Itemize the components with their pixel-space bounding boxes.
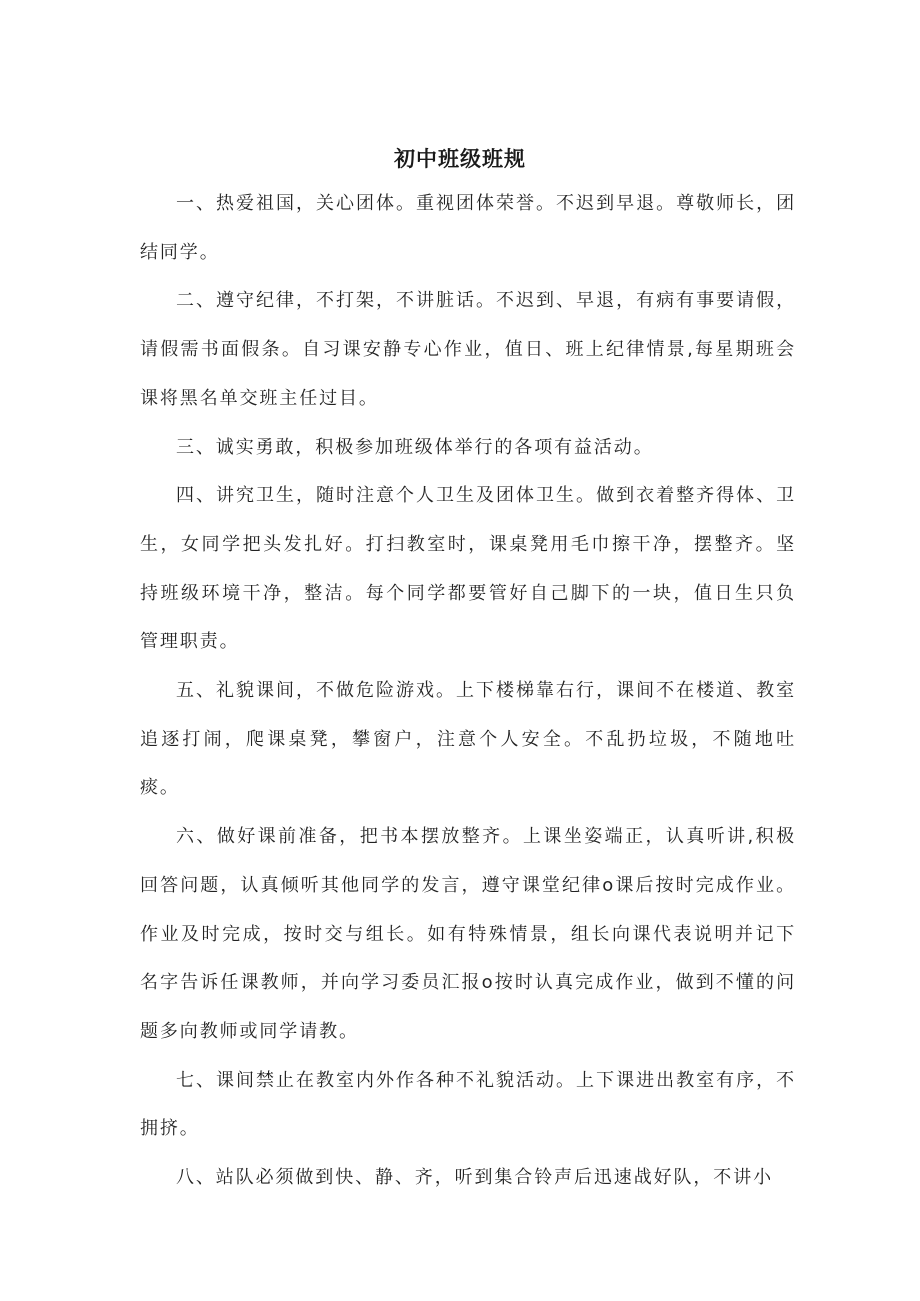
rule-paragraph-4: 四、讲究卫生，随时注意个人卫生及团体卫生。做到衣着整齐得体、卫生，女同学把头发扎好。打扫教室时，课桌凳用毛巾擦干净，摆整齐。坚持班级环境干净，整洁。每个同学都要管好自己脚下的一块，值日生只负管理职责。 (140, 485, 796, 653)
rule-paragraph-6: 六、做好课前准备，把书本摆放整齐。上课坐姿端正，认真听讲,积极回答问题，认真倾听其他同学的发言，遵守课堂纪律ο课后按时完成作业。作业及时完成，按时交与组长。如有特殊情景，组长向课代表说明并记下名字告诉任课教师，并向学习委员汇报ο按时认真完成作业，做到不懂的问题多向教师或同学请教。 (140, 826, 796, 1042)
rule-paragraph-7: 七、课间禁止在教室内外作各种不礼貌活动。上下课进出教室有序，不拥挤。 (140, 1069, 796, 1140)
document-title: 初中班级班规 (394, 146, 526, 171)
rule-paragraph-5: 五、礼貌课间，不做危险游戏。上下楼梯靠右行，课间不在楼道、教室追逐打闹，爬课桌凳，攀窗户，注意个人安全。不乱扔垃圾，不随地吐痰。 (140, 680, 796, 799)
document-body (140, 180, 796, 1203)
rule-paragraph-3: 三、诚实勇敢，积极参加班级体举行的各项有益活动。 (176, 436, 654, 458)
rule-paragraph-8: 八、站队必须做到快、静、齐，听到集合铃声后迅速战好队，不讲小 (176, 1167, 773, 1189)
rule-paragraph-1: 一、热爱祖国，关心团体。重视团体荣誉。不迟到早退。尊敬师长，团结同学。 (140, 193, 796, 263)
rule-paragraph-2: 二、遵守纪律，不打架，不讲脏话。不迟到、早退，有病有事要请假，请假需书面假条。自习课安静专心作业，值日、班上纪律情景,每星期班会课将黑名单交班主任过目。 (140, 290, 796, 409)
